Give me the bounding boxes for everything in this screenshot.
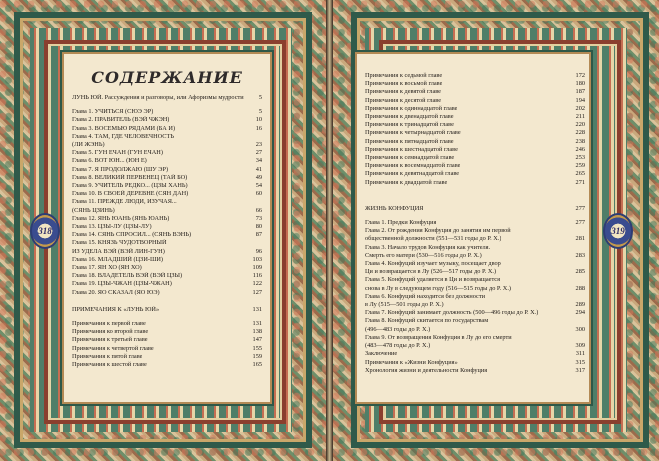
toc-entry[interactable] bbox=[72, 353, 262, 361]
toc-entry-title: (СЯНЬ ЦЗИНЬ) bbox=[72, 206, 115, 214]
toc-entry-page: 103 bbox=[252, 255, 262, 263]
toc-entry[interactable] bbox=[72, 198, 262, 206]
toc-entry[interactable] bbox=[72, 157, 262, 165]
toc-entry-title: Примечания к первой главе bbox=[72, 320, 146, 328]
toc-entry-page: 80 bbox=[255, 223, 262, 231]
toc-entry-title: Глава 12. ЯНЬ ЮАНЬ (ЯНЬ ЮАНЬ) bbox=[72, 214, 170, 222]
toc-entry[interactable] bbox=[365, 359, 585, 367]
toc-entry-page: 253 bbox=[575, 154, 585, 162]
toc-entry-title: Глава 9. УЧИТЕЛЬ РЕДКО... (ЦЗЫ ХАНЬ) bbox=[72, 182, 188, 190]
toc-entry[interactable] bbox=[72, 239, 262, 247]
page-number-medallion-right bbox=[603, 213, 633, 249]
toc-entry-title: Примечания к одиннадцатой главе bbox=[365, 104, 458, 112]
toc-entry[interactable] bbox=[365, 268, 585, 276]
toc-entry[interactable] bbox=[72, 182, 262, 190]
toc-entry-page: 220 bbox=[575, 121, 585, 129]
toc-entry-page: 23 bbox=[255, 141, 262, 149]
toc-entry-title: Примечания к семнадцатой главе bbox=[365, 154, 455, 162]
toc-entry[interactable] bbox=[72, 149, 262, 157]
toc-entry-page: 60 bbox=[255, 190, 262, 198]
toc-entry-page: 309 bbox=[575, 342, 585, 350]
toc-entry-title: Примечания к четырнадцатой главе bbox=[365, 129, 461, 137]
toc-entry[interactable] bbox=[365, 97, 585, 105]
toc-entry-page: 34 bbox=[255, 157, 262, 165]
toc-entry-page: 109 bbox=[252, 264, 262, 272]
toc-entry-title: Глава 4. ТАМ, ГДЕ ЧЕЛОВЕЧНОСТЬ bbox=[72, 132, 174, 140]
toc-entry-page bbox=[581, 276, 585, 284]
toc-entry[interactable] bbox=[365, 244, 585, 252]
toc-entry-title: Примечания к двенадцатой главе bbox=[365, 113, 454, 121]
toc-entry-title: Глава 3. Начало трудов Конфуция как учителя. bbox=[365, 243, 491, 251]
toc-entry[interactable] bbox=[72, 133, 262, 141]
toc-entry[interactable] bbox=[365, 113, 585, 121]
page-number-medallion-left bbox=[30, 213, 60, 249]
toc-entry-page: 281 bbox=[575, 235, 585, 243]
toc-entry-page: 122 bbox=[252, 280, 262, 288]
toc-entry-page: 288 bbox=[575, 284, 585, 292]
toc-entry[interactable] bbox=[72, 345, 262, 353]
toc-entry[interactable] bbox=[72, 256, 262, 264]
toc-entry[interactable] bbox=[365, 121, 585, 129]
toc-entry-page: 300 bbox=[575, 325, 585, 333]
toc-entry-page bbox=[258, 198, 262, 206]
toc-entry-page: 311 bbox=[575, 350, 585, 358]
toc-entry[interactable] bbox=[72, 215, 262, 223]
toc-entry-page bbox=[581, 227, 585, 235]
toc-entry-title: Глава 14. СЯНЬ СПРОСИЛ... (СЯНЬ ВЭНЬ) bbox=[72, 231, 192, 239]
toc-entry-title: Глава 10. В СВОЕЙ ДЕРЕВНЕ (СЯН ДАН) bbox=[72, 190, 189, 198]
toc-entry[interactable] bbox=[365, 285, 585, 293]
toc-entry-page: 27 bbox=[255, 149, 262, 157]
toc-entry-page: 271 bbox=[575, 178, 585, 186]
toc-entry-title: общественной должности (551—531 годы до Р. Х.) bbox=[365, 235, 502, 243]
toc-entry-title: Ци и возвращается в Лу (526—517 годы до Р. Х.) bbox=[365, 268, 497, 276]
toc-entry-title: Примечания к девятой главе bbox=[365, 88, 441, 96]
toc-entry-page: 277 bbox=[575, 204, 585, 212]
toc-entry[interactable] bbox=[365, 129, 585, 137]
toc-entry-title: Глава 2. От рождения Конфуция до занятия им первой bbox=[365, 227, 511, 235]
toc-title: СОДЕРЖАНИЕ bbox=[91, 68, 243, 87]
toc-entry[interactable] bbox=[72, 320, 262, 328]
toc-entry-title: Глава 6. Конфуций находится без должности bbox=[365, 292, 485, 300]
toc-entry-title: (483—478 годы до Р. Х.) bbox=[365, 342, 431, 350]
toc-entry[interactable] bbox=[72, 223, 262, 231]
toc-entry[interactable] bbox=[365, 80, 585, 88]
toc-entry[interactable] bbox=[365, 227, 585, 235]
toc-entry-page: 202 bbox=[575, 104, 585, 112]
toc-entry-page bbox=[581, 293, 585, 301]
right-page bbox=[333, 0, 659, 461]
toc-entry[interactable] bbox=[72, 94, 262, 102]
toc-entry-page: 96 bbox=[255, 247, 262, 255]
toc-entry-page: 127 bbox=[252, 288, 262, 296]
left-paper bbox=[64, 54, 270, 402]
toc-entry[interactable] bbox=[72, 141, 262, 149]
toc-entry[interactable] bbox=[365, 179, 585, 187]
toc-entry-title: Глава 20. ЯО СКАЗАЛ (ЯО ЮЭ) bbox=[72, 288, 160, 296]
toc-list-left bbox=[72, 94, 262, 369]
toc-entry[interactable] bbox=[72, 125, 262, 133]
toc-spacer bbox=[365, 187, 585, 196]
toc-entry[interactable] bbox=[72, 336, 262, 344]
toc-entry-page: 194 bbox=[575, 96, 585, 104]
toc-entry-title: ПРИМЕЧАНИЯ К «ЛУНЬ ЮЙ» bbox=[72, 305, 160, 313]
toc-entry[interactable] bbox=[365, 88, 585, 96]
toc-entry[interactable] bbox=[365, 334, 585, 342]
toc-entry-page: 73 bbox=[255, 214, 262, 222]
toc-entry-title: Глава 18. ВЛАДЕТЕЛЬ ВЭЙ (ВЭЙ ЦЗЫ) bbox=[72, 272, 183, 280]
toc-entry[interactable] bbox=[72, 190, 262, 198]
toc-entry-page: 187 bbox=[575, 88, 585, 96]
toc-entry[interactable] bbox=[365, 342, 585, 350]
toc-entry[interactable] bbox=[72, 174, 262, 182]
toc-entry-title: Примечания к четвертой главе bbox=[72, 344, 154, 352]
toc-entry-title: Глава 4. Конфуций изучает музыку, посещает двор bbox=[365, 260, 501, 268]
toc-entry-title: Глава 9. От возвращения Конфуция в Лу до его смерти bbox=[365, 333, 512, 341]
toc-entry[interactable] bbox=[72, 166, 262, 174]
toc-entry-title: Глава 1. УЧИТЬСЯ (СЮЭ ЭР) bbox=[72, 108, 154, 116]
toc-entry-page: 87 bbox=[255, 231, 262, 239]
toc-entry-title: Хронология жизни и деятельности Конфуция bbox=[365, 366, 488, 374]
toc-entry-title: Глава 16. МЛАДШИЙ (ЦЗИ-ШИ) bbox=[72, 255, 163, 263]
toc-entry-title: Примечания к десятой главе bbox=[365, 96, 442, 104]
toc-entry[interactable] bbox=[365, 317, 585, 325]
toc-entry-title: Глава 7. Я ПРОДОЛЖАЮ (ШУ ЭР) bbox=[72, 165, 169, 173]
toc-entry[interactable] bbox=[72, 280, 262, 288]
toc-entry-title: Примечания к «Жизни Конфуция» bbox=[365, 358, 458, 366]
toc-entry-title: Глава 1. Предки Конфуция bbox=[365, 219, 437, 227]
toc-entry-page: 147 bbox=[252, 336, 262, 344]
toc-entry-title: Глава 6. ВОТ ЮН... (ЮН Е) bbox=[72, 157, 147, 165]
toc-entry-page: 41 bbox=[255, 165, 262, 173]
toc-entry[interactable] bbox=[72, 231, 262, 239]
toc-entry[interactable] bbox=[72, 361, 262, 369]
toc-entry-title: Глава 7. Конфуций занимает должность (500—496 годы до Р. Х.) bbox=[365, 309, 539, 317]
toc-entry-page: 131 bbox=[252, 305, 262, 313]
toc-entry[interactable] bbox=[365, 219, 585, 227]
toc-entry-page: 315 bbox=[575, 358, 585, 366]
toc-entry-page: 66 bbox=[255, 206, 262, 214]
toc-entry[interactable] bbox=[72, 328, 262, 336]
toc-entry-title: в Лу (515—501 годы до Р. Х.) bbox=[365, 301, 444, 309]
toc-entry[interactable] bbox=[72, 306, 262, 314]
toc-entry[interactable] bbox=[365, 260, 585, 268]
toc-entry-title: Примечания к третьей главе bbox=[72, 336, 148, 344]
toc-entry[interactable] bbox=[365, 105, 585, 113]
toc-entry-title: ЛУНЬ ЮЙ. Рассуждения и разговоры, или Афоризмы мудрости bbox=[72, 94, 244, 101]
toc-entry-page: 238 bbox=[575, 137, 585, 145]
toc-entry-title: Примечания к тринадцатой главе bbox=[365, 121, 454, 129]
toc-entry-page: 138 bbox=[252, 328, 262, 336]
toc-entry[interactable] bbox=[72, 207, 262, 215]
toc-entry-page: 283 bbox=[575, 251, 585, 259]
toc-entry-title: Глава 19. ЦЗЫ-ЧЖАН (ЦЗЫ-ЧЖАН) bbox=[72, 280, 172, 288]
toc-entry[interactable] bbox=[365, 301, 585, 309]
toc-entry-page: 246 bbox=[575, 145, 585, 153]
toc-entry-title: Глава 8. Конфуций скитается по государствам bbox=[365, 317, 489, 325]
toc-entry-title: Примечания к седьмой главе bbox=[365, 72, 443, 79]
toc-entry-title: снова в Лу в следующем году (516—515 годы до Р. Х.) bbox=[365, 284, 511, 292]
toc-entry-page: 16 bbox=[255, 124, 262, 132]
toc-entry-page: 211 bbox=[575, 113, 585, 121]
toc-entry-page: 165 bbox=[252, 361, 262, 369]
left-page bbox=[0, 0, 326, 461]
toc-entry-title: Глава 3. ВОСЕМЬЮ РЯДАМИ (БА И) bbox=[72, 124, 176, 132]
toc-entry[interactable] bbox=[72, 116, 262, 124]
toc-entry-page: 131 bbox=[252, 320, 262, 328]
toc-entry-title: Примечания к шестой главе bbox=[72, 361, 147, 369]
toc-entry-title: ИЗ УДЕЛА ВЭЙ (ВЭЙ ЛИН-ГУН) bbox=[72, 247, 165, 255]
toc-entry[interactable] bbox=[365, 309, 585, 317]
toc-entry[interactable] bbox=[365, 326, 585, 334]
toc-entry-title: Глава 11. ПРЕЖДЕ ЛЮДИ, ИЗУЧАЯ... bbox=[72, 198, 177, 206]
toc-entry[interactable] bbox=[365, 252, 585, 260]
toc-entry[interactable] bbox=[365, 146, 585, 154]
toc-entry-page bbox=[581, 260, 585, 268]
toc-entry-page: 265 bbox=[575, 170, 585, 178]
toc-entry-page: 10 bbox=[255, 116, 262, 124]
toc-spacer bbox=[72, 297, 262, 306]
toc-entry[interactable] bbox=[365, 154, 585, 162]
toc-entry[interactable] bbox=[365, 350, 585, 358]
toc-entry-page: 285 bbox=[575, 268, 585, 276]
toc-entry-page: 172 bbox=[575, 72, 585, 79]
book-gutter bbox=[326, 0, 333, 461]
toc-entry-page: 289 bbox=[575, 301, 585, 309]
toc-entry-title: Глава 13. ЦЗЫ-ЛУ (ЦЗЫ-ЛУ) bbox=[72, 223, 152, 231]
toc-entry[interactable] bbox=[365, 205, 585, 213]
toc-entry[interactable] bbox=[365, 170, 585, 178]
toc-list-right bbox=[365, 72, 585, 375]
toc-entry-page: 5 bbox=[258, 94, 262, 101]
toc-entry[interactable] bbox=[72, 108, 262, 116]
toc-entry-title: ЖИЗНЬ КОНФУЦИЯ bbox=[365, 204, 424, 212]
toc-entry[interactable] bbox=[365, 293, 585, 301]
toc-entry-title: (496—483 годы до Р. Х.) bbox=[365, 325, 431, 333]
toc-entry-title: Глава 2. ПРАВИТЕЛЬ (ВЭЙ ЧЖЭН) bbox=[72, 116, 170, 124]
toc-entry[interactable] bbox=[72, 248, 262, 256]
toc-entry-title: Заключение bbox=[365, 350, 398, 358]
page-number: 319 bbox=[611, 226, 625, 236]
toc-entry-title: Примечания ко второй главе bbox=[72, 328, 149, 336]
toc-entry[interactable] bbox=[365, 138, 585, 146]
toc-entry[interactable] bbox=[365, 367, 585, 375]
toc-entry-page bbox=[258, 239, 262, 247]
toc-entry-title: Примечания к восемнадцатой главе bbox=[365, 162, 461, 170]
toc-entry-page: 49 bbox=[255, 173, 262, 181]
toc-entry-title: Глава 5. ГУН ЕЧАН (ГУН ЕЧАН) bbox=[72, 149, 163, 157]
toc-entry-title: (ЛИ ЖЭНЬ) bbox=[72, 141, 105, 149]
page-number: 318 bbox=[38, 226, 52, 236]
toc-spacer bbox=[365, 196, 585, 205]
toc-entry-page bbox=[581, 244, 585, 252]
toc-entry-page: 54 bbox=[255, 182, 262, 190]
toc-entry-title: Примечания к восьмой главе bbox=[365, 80, 443, 88]
toc-entry[interactable] bbox=[365, 235, 585, 243]
toc-entry-title: Глава 17. ЯН ХО (ЯН ХО) bbox=[72, 264, 142, 272]
toc-entry[interactable] bbox=[365, 162, 585, 170]
toc-entry-title: Глава 8. ВЕЛИКИЙ ПЕРВЕНЕЦ (ТАЙ БО) bbox=[72, 173, 188, 181]
toc-entry-page bbox=[581, 317, 585, 325]
toc-entry-page: 317 bbox=[575, 366, 585, 374]
toc-entry[interactable] bbox=[72, 272, 262, 280]
toc-entry-title: Смерть его матери (530—516 годы до Р. Х.) bbox=[365, 251, 482, 259]
toc-entry-page: 180 bbox=[575, 80, 585, 88]
toc-entry-page: 277 bbox=[575, 219, 585, 227]
toc-entry-title: Примечания к девятнадцатой главе bbox=[365, 170, 460, 178]
toc-entry-page: 155 bbox=[252, 344, 262, 352]
toc-entry-page: 5 bbox=[258, 108, 262, 116]
right-paper bbox=[357, 54, 589, 402]
toc-entry-title: Глава 5. Конфуций удаляется в Ци и возвращается bbox=[365, 276, 500, 284]
toc-entry-title: Примечания к пятнадцатой главе bbox=[365, 137, 454, 145]
toc-entry-page: 159 bbox=[252, 352, 262, 360]
toc-entry-page bbox=[581, 334, 585, 342]
toc-entry-title: Примечания к шестнадцатой главе bbox=[365, 145, 458, 153]
toc-entry[interactable] bbox=[72, 264, 262, 272]
toc-entry-title: Глава 15. КНЯЗЬ ЧУДОТВОРНЫЙ bbox=[72, 239, 167, 247]
toc-entry-page: 259 bbox=[575, 162, 585, 170]
toc-entry[interactable] bbox=[72, 289, 262, 297]
toc-entry-title: Примечания к пятой главе bbox=[72, 352, 143, 360]
toc-entry-title: Примечания к двадцатой главе bbox=[365, 178, 448, 186]
toc-entry-page: 294 bbox=[575, 309, 585, 317]
toc-entry-page bbox=[258, 133, 262, 141]
toc-entry-page: 228 bbox=[575, 129, 585, 137]
toc-entry[interactable] bbox=[365, 276, 585, 284]
toc-entry[interactable] bbox=[365, 72, 585, 80]
toc-entry-page: 116 bbox=[252, 272, 262, 280]
